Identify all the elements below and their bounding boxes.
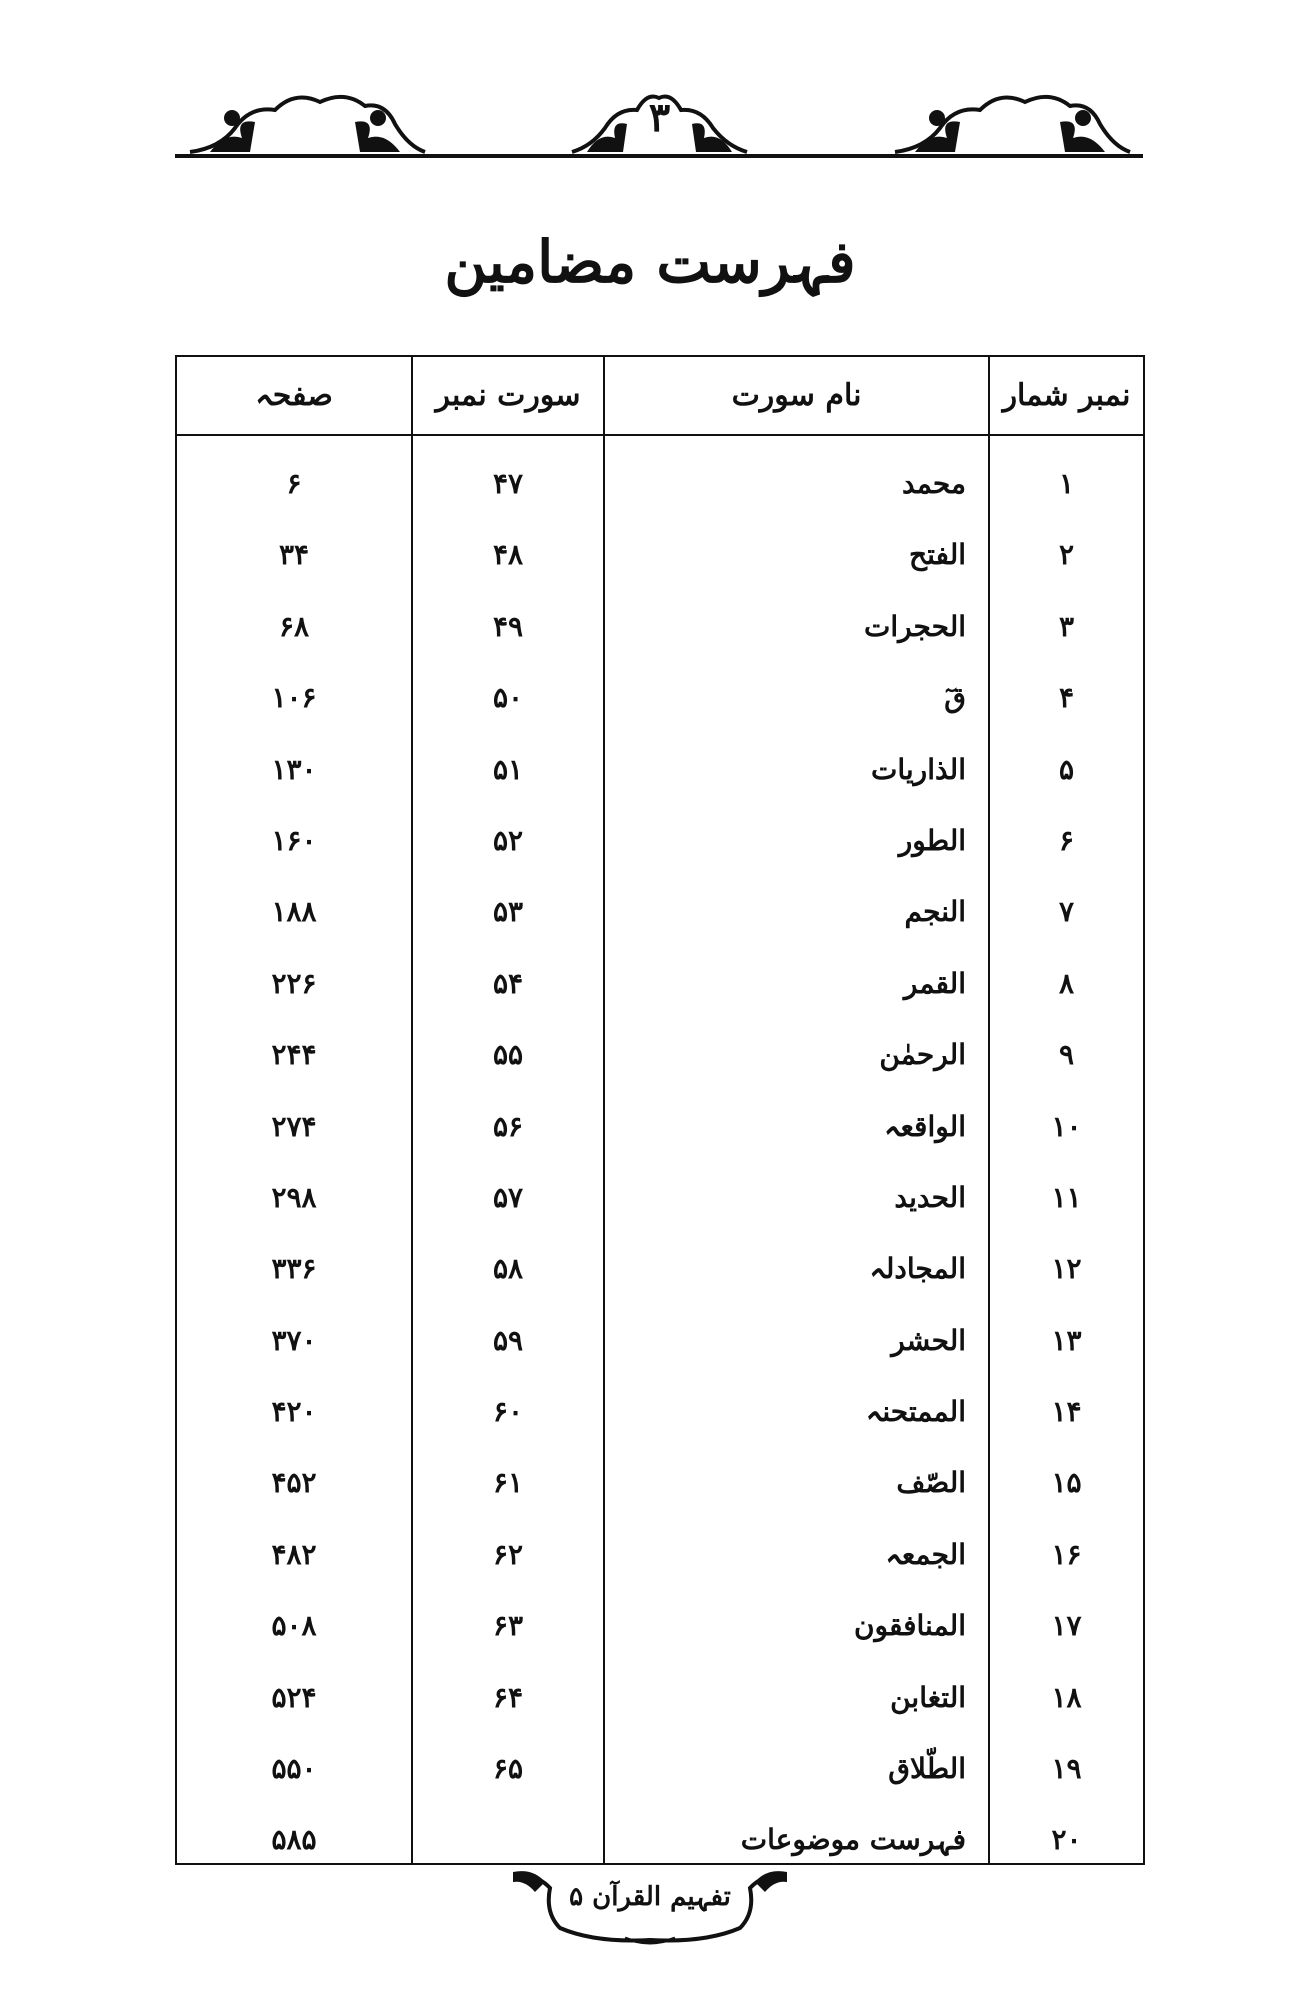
surah-name-cell: الطور (898, 823, 966, 857)
serial-cell: ۶ (1058, 823, 1075, 857)
surah-name-cell: الصّف (896, 1466, 966, 1500)
header-ornament-left (180, 88, 430, 154)
footer-book-title: تفہیم القرآن ۵ (569, 1882, 731, 1912)
page-cell: ۶۸ (278, 609, 310, 643)
table-row (177, 591, 1143, 662)
surah-name-cell: المجادلہ (869, 1252, 966, 1286)
table-header (177, 357, 1143, 434)
table-row (177, 1590, 1143, 1661)
serial-cell: ۸ (1058, 966, 1075, 1000)
surah-number-cell: ۵۶ (492, 1109, 524, 1143)
surah-number-cell: ۶۰ (492, 1395, 524, 1429)
surah-name-cell: محمد (902, 467, 966, 500)
surah-number-cell: ۵۴ (492, 966, 524, 1000)
serial-cell: ۱ (1058, 467, 1075, 500)
page-header (175, 88, 1143, 163)
page-cell: ۵۲۴ (271, 1680, 317, 1714)
surah-name-cell: المنافقون (853, 1609, 966, 1643)
page-cell: ۲۴۴ (271, 1038, 317, 1072)
surah-number-cell: ۴۸ (492, 538, 524, 572)
surah-number-cell: ۶۵ (492, 1752, 524, 1786)
surah-name-cell: الواقعہ (884, 1109, 966, 1143)
header-ornament-center (567, 88, 752, 154)
page-cell: ۴۸۲ (271, 1537, 317, 1571)
page-cell: ۳۴ (278, 538, 310, 572)
column-header-page: صفحہ (255, 378, 333, 413)
table-row (177, 1162, 1143, 1233)
page-cell: ۱۰۶ (271, 681, 317, 715)
serial-cell: ۱۳ (1051, 1323, 1082, 1357)
surah-name-cell: الممتحنہ (865, 1395, 966, 1429)
surah-name-cell: الجمعہ (885, 1537, 966, 1571)
surah-name-cell: الذاریات (871, 752, 966, 786)
page-cell: ۲۷۴ (271, 1109, 317, 1143)
surah-name-cell: الحدید (894, 1180, 966, 1214)
page-cell: ۳۳۶ (271, 1252, 317, 1286)
surah-name-cell: الحجرات (863, 609, 966, 643)
page-cell: ۳۷۰ (271, 1323, 317, 1357)
page-cell: ۲۲۶ (271, 966, 317, 1000)
surah-number-cell: ۶۲ (492, 1537, 524, 1571)
table-row (177, 1376, 1143, 1447)
table-row (177, 519, 1143, 590)
table-row (177, 948, 1143, 1019)
surah-number-cell: ۴۷ (492, 467, 524, 500)
surah-number-cell: ۶۴ (492, 1680, 524, 1714)
page-cell: ۲۹۸ (271, 1180, 317, 1214)
table-body (177, 448, 1143, 1876)
column-header-name: نام سورت (731, 378, 862, 413)
surah-name-cell: فہرست موضوعات (740, 1823, 966, 1857)
table-row (177, 1447, 1143, 1518)
surah-number-cell: ۵۱ (492, 752, 524, 786)
header-divider (177, 434, 1143, 436)
surah-name-cell: الطّلاق (888, 1752, 966, 1786)
page-cell: ۵۰۸ (271, 1609, 317, 1643)
serial-cell: ۹ (1058, 1038, 1075, 1072)
surah-number-cell: ۵۵ (492, 1038, 524, 1072)
surah-number-cell: ۵۸ (492, 1252, 524, 1286)
surah-number-cell: ۵۳ (492, 895, 524, 929)
table-row (177, 448, 1143, 519)
surah-name-cell: قٓ (944, 681, 966, 715)
table-row (177, 876, 1143, 947)
page-cell: ۴۵۲ (271, 1466, 317, 1500)
table-row (177, 734, 1143, 805)
serial-cell: ۱۶ (1051, 1537, 1082, 1571)
table-row (177, 1519, 1143, 1590)
surah-number-cell: ۵۹ (492, 1323, 524, 1357)
serial-cell: ۲ (1058, 538, 1075, 572)
serial-cell: ۱۹ (1051, 1752, 1082, 1786)
table-row (177, 1233, 1143, 1304)
surah-number-cell: ۶۱ (492, 1466, 524, 1500)
serial-cell: ۳ (1058, 609, 1075, 643)
table-row (177, 1804, 1143, 1875)
serial-cell: ۱۷ (1051, 1609, 1082, 1643)
page-title: فہرست مضامین (444, 228, 856, 296)
serial-cell: ۱۸ (1051, 1680, 1082, 1714)
header-ornament-right (885, 88, 1135, 154)
column-header-surah-number: سورت نمبر (435, 378, 581, 413)
table-row (177, 1091, 1143, 1162)
surah-name-cell: الحشر (891, 1323, 966, 1357)
page-footer (505, 1868, 795, 1948)
page-number: ۳ (648, 94, 671, 141)
header-rule (175, 154, 1143, 158)
surah-number-cell: ۶۳ (492, 1609, 524, 1643)
page-cell: ۵۸۵ (271, 1823, 317, 1857)
surah-number-cell (413, 1804, 603, 1875)
table-row (177, 1019, 1143, 1090)
surah-name-cell: الرحمٰن (879, 1038, 966, 1072)
table-row (177, 1662, 1143, 1733)
surah-name-cell: القمر (903, 966, 966, 1000)
surah-number-cell: ۵۰ (492, 681, 524, 715)
serial-cell: ۴ (1058, 681, 1075, 715)
page-cell: ۴۲۰ (271, 1395, 317, 1429)
table-row (177, 1305, 1143, 1376)
surah-number-cell: ۵۲ (492, 823, 524, 857)
column-header-serial: نمبر شمار (1002, 378, 1131, 413)
page-cell: ۶ (286, 467, 302, 500)
serial-cell: ۵ (1058, 752, 1075, 786)
contents-table (175, 355, 1145, 1865)
serial-cell: ۱۲ (1051, 1252, 1082, 1286)
page-cell: ۱۸۸ (271, 895, 317, 929)
surah-number-cell: ۵۷ (492, 1180, 524, 1214)
surah-name-cell: النجم (904, 895, 966, 929)
serial-cell: ۲۰ (1051, 1823, 1082, 1857)
surah-number-cell: ۴۹ (492, 609, 524, 643)
page-cell: ۱۶۰ (271, 823, 317, 857)
serial-cell: ۱۰ (1051, 1109, 1082, 1143)
page-cell: ۱۳۰ (271, 752, 317, 786)
serial-cell: ۷ (1058, 895, 1075, 929)
serial-cell: ۱۱ (1051, 1180, 1082, 1214)
table-row (177, 662, 1143, 733)
page-cell: ۵۵۰ (271, 1752, 317, 1786)
table-row (177, 1733, 1143, 1804)
surah-name-cell: التغابن (890, 1680, 966, 1714)
serial-cell: ۱۴ (1051, 1395, 1082, 1429)
table-row (177, 805, 1143, 876)
serial-cell: ۱۵ (1051, 1466, 1082, 1500)
surah-name-cell: الفتح (909, 538, 966, 572)
